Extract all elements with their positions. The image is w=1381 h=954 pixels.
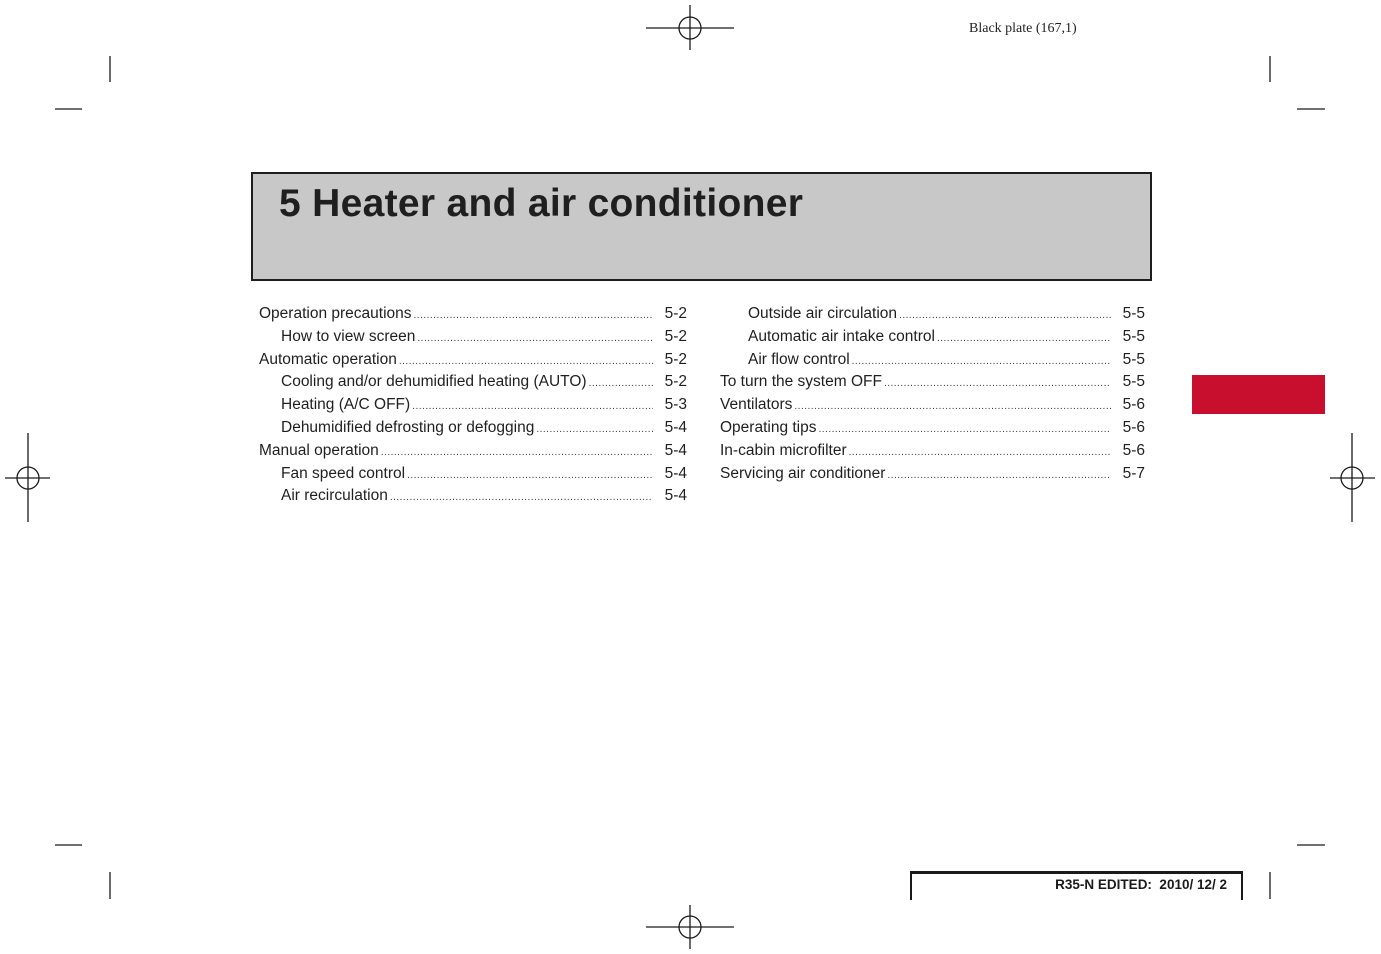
toc-entry-label: Cooling and/or dehumidified heating (AUTO) <box>281 373 587 391</box>
toc-entry-label: Automatic air intake control <box>748 327 935 345</box>
toc-entry-page: 5-7 <box>1122 464 1145 482</box>
toc-entry-page: 5-2 <box>664 305 687 322</box>
toc-dot-leader <box>407 466 653 487</box>
toc-dot-leader <box>899 306 1111 327</box>
toc-entry-label: Ventilators <box>720 396 793 414</box>
toc-entry-label: Air flow control <box>748 350 850 368</box>
toc-entry[interactable] <box>259 304 687 327</box>
toc-entry-page: 5-2 <box>664 350 687 368</box>
toc-dot-leader <box>819 420 1112 441</box>
toc-dot-leader <box>417 329 653 350</box>
toc-dot-leader <box>399 352 653 373</box>
toc-entry-label: Manual operation <box>259 441 379 459</box>
toc-entry[interactable] <box>720 350 1145 373</box>
toc-dot-leader <box>536 420 653 441</box>
toc-entry-page: 5-5 <box>1122 327 1145 345</box>
toc-entry[interactable] <box>720 441 1145 464</box>
toc-entry-page: 5-2 <box>664 327 687 345</box>
toc-left-column <box>259 304 687 509</box>
toc-entry[interactable] <box>720 372 1145 395</box>
toc-entry[interactable] <box>259 418 687 441</box>
toc-entry-label: How to view screen <box>281 327 416 345</box>
toc-entry[interactable] <box>720 418 1145 441</box>
toc-entry-label: Automatic operation <box>259 350 397 368</box>
toc-dot-leader <box>849 443 1111 464</box>
toc-entry[interactable] <box>259 327 687 350</box>
toc-dot-leader <box>852 352 1111 373</box>
toc-entry[interactable] <box>259 486 687 509</box>
toc-entry-label: Fan speed control <box>281 464 406 482</box>
toc-entry-label: To turn the system OFF <box>720 373 882 391</box>
toc-entry[interactable] <box>720 464 1145 487</box>
toc-entry-label: Outside air circulation <box>748 305 898 322</box>
toc-right-column <box>720 304 1145 486</box>
toc-entry-label: Servicing air conditioner <box>720 464 886 482</box>
toc-entry-label: Dehumidified defrosting or defogging <box>281 418 535 436</box>
toc-entry-page: 5-4 <box>664 487 687 505</box>
toc-entry-page: 5-4 <box>664 441 687 459</box>
toc-dot-leader <box>887 466 1111 487</box>
toc-entry[interactable] <box>259 395 687 418</box>
toc-dot-leader <box>794 397 1111 418</box>
toc-dot-leader <box>390 488 653 509</box>
toc-entry[interactable] <box>720 327 1145 350</box>
toc-entry-page: 5-4 <box>664 418 687 436</box>
chapter-title: 5 Heater and air conditioner <box>279 182 804 225</box>
toc-entry-label: In-cabin microfilter <box>720 441 847 459</box>
toc-entry[interactable] <box>259 441 687 464</box>
toc-entry-label: Heating (A/C OFF) <box>281 396 411 414</box>
toc-dot-leader <box>381 443 653 464</box>
toc-entry-page: 5-5 <box>1122 305 1145 322</box>
toc-dot-leader <box>937 329 1111 350</box>
toc-entry-page: 5-5 <box>1122 350 1145 368</box>
plate-label: Black plate (167,1) <box>969 21 1077 36</box>
toc-entry-page: 5-3 <box>664 396 687 414</box>
chapter-title-banner <box>251 172 1152 281</box>
toc-entry-page: 5-6 <box>1122 396 1145 414</box>
toc-dot-leader <box>884 374 1111 395</box>
chapter-tab-marker <box>1192 375 1325 414</box>
toc-entry-label: Operation precautions <box>259 305 412 322</box>
toc-entry-label: Air recirculation <box>281 487 388 505</box>
toc-entry[interactable] <box>720 395 1145 418</box>
toc-entry-page: 5-2 <box>664 373 687 391</box>
toc-dot-leader <box>412 397 653 418</box>
toc-entry-page: 5-4 <box>664 464 687 482</box>
toc-entry-page: 5-5 <box>1122 373 1145 391</box>
edit-stamp-box <box>910 871 1243 900</box>
toc-entry[interactable] <box>259 464 687 487</box>
toc-dot-leader <box>589 374 653 395</box>
toc-entry-page: 5-6 <box>1122 418 1145 436</box>
toc-entry-label: Operating tips <box>720 418 817 436</box>
toc-entry-page: 5-6 <box>1122 441 1145 459</box>
toc-entry[interactable] <box>720 304 1145 327</box>
toc-dot-leader <box>414 306 653 327</box>
edit-stamp-text: R35-N EDITED: 2010/ 12/ 2 <box>1055 877 1227 892</box>
toc-entry[interactable] <box>259 372 687 395</box>
toc-entry[interactable] <box>259 350 687 373</box>
